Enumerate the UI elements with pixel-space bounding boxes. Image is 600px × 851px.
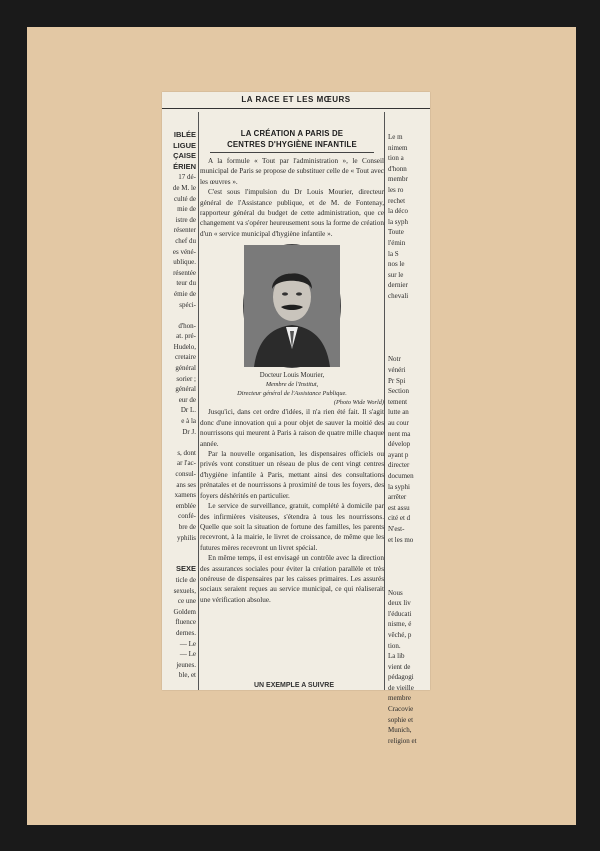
left_column-line: résenter <box>173 226 196 235</box>
left_column-line: culté de <box>174 194 196 203</box>
left_column-line: emblée <box>175 501 196 510</box>
article-column <box>200 128 384 605</box>
article-title <box>200 128 384 150</box>
newspaper-clipping <box>162 92 430 745</box>
left_column-line <box>162 543 196 554</box>
right_column-line: et les mo <box>388 535 414 544</box>
left_column-line: spéci- <box>179 300 196 309</box>
right_column-line: Toute <box>388 228 404 237</box>
right_column-line: nisme, é <box>388 620 412 629</box>
left_column-line: dernes. <box>175 628 196 637</box>
left_column-line: d'hon- <box>178 321 196 330</box>
column-divider-left <box>198 112 199 690</box>
left_column-line: LIGUE <box>173 140 196 150</box>
right_column-line: lutte an <box>388 408 409 417</box>
running-header: LA RACE ET LES MŒURS <box>241 95 351 104</box>
left_column-line: at. pré- <box>176 332 196 341</box>
right_column-line: l'éducati <box>388 609 412 618</box>
right_column-line: N'est- <box>388 524 405 533</box>
caption-credit: (Photo Wide World) <box>333 398 384 406</box>
right_column-line: membre <box>388 694 411 703</box>
right_column-line: tion. <box>388 641 401 650</box>
left_column-line: de M. le <box>172 183 196 192</box>
paragraph-1: A la formule « Tout par l'administration », le Conseil municipal de Paris se propose de substituer celle de « Tout avec les œuvres ». <box>200 157 384 186</box>
left_column-line: résentée <box>173 268 196 277</box>
right_column-line: vénéri <box>388 366 406 375</box>
title-line-1: LA CRÉATION A PARIS DE <box>240 129 344 138</box>
left_column-line: xamens <box>174 491 196 500</box>
photo-caption <box>200 372 384 407</box>
left_column-line: ar l'ac- <box>177 459 196 468</box>
right_column-line: la syphi <box>388 482 410 491</box>
right_column-line: d'honn <box>388 164 407 173</box>
right_column-line <box>388 323 432 334</box>
right_column-line: de vieille <box>388 683 414 692</box>
right_column-line: arrêter <box>388 493 407 502</box>
right_column-line: nos le <box>388 260 405 269</box>
portrait-photo <box>243 244 341 368</box>
left_column-line: mie de <box>177 205 196 214</box>
paragraph-4: Par la nouvelle organisation, les dispensaires officiels ou privés vont constituer un réseau de plus de cent vingt centres d'hygiène infantile à Paris, mettant ainsi des consultations prénatales et de nourrissons à proximité de tous les foyers, des foyers déshérités en particulier. <box>200 450 384 500</box>
right_column-line: est assu <box>388 503 410 512</box>
left_column-line: général <box>175 364 196 373</box>
right_column-line: chevali <box>388 291 409 300</box>
left_column-line: ÇAISE <box>173 151 196 161</box>
right_column-line: tement <box>388 397 408 406</box>
left_column-line <box>162 437 196 448</box>
next-article-heading: UN EXEMPLE A SUIVRE <box>254 682 334 689</box>
left_column-line: général <box>175 385 196 394</box>
paragraph-3: Jusqu'ici, dans cet ordre d'idées, il n'a rien été fait. Il s'agit donc d'une innovation qui a pour objet de sauver la moitié des nourrissons qui meurent à Paris à raison de quatre mille chaque année. <box>200 408 384 448</box>
left_column-line: ans ses <box>176 480 196 489</box>
right_column-line: Le m <box>388 133 403 141</box>
title-line-2: CENTRES D'HYGIÈNE INFANTILE <box>227 140 357 149</box>
left_column-line: es véné- <box>172 247 196 256</box>
right_column-line <box>388 333 432 344</box>
right_column-line: au cour <box>388 419 409 428</box>
left_column-line: sexuels, <box>173 586 196 595</box>
left_column-line: confé- <box>178 512 196 521</box>
right_column-line: Section <box>388 387 409 396</box>
left_column-line: s, dont <box>177 448 196 457</box>
right_column-line: Cracovie <box>388 705 414 714</box>
right_column-line: Pr Spi <box>388 376 406 385</box>
left_column-line: — Le <box>179 639 196 648</box>
right_column-line: sophie et <box>388 715 414 724</box>
right_column-line: Munich, <box>388 726 412 735</box>
right_column-line: l'émin <box>388 238 406 247</box>
title-rule <box>210 152 374 153</box>
right_column-line: deux liv <box>388 599 411 608</box>
left_column-line: eur de <box>178 395 196 404</box>
left_column-line: SEXE <box>175 564 196 574</box>
left_column-line: sorier ; <box>176 374 196 383</box>
right_column-line: la déco <box>388 207 409 216</box>
left_column-line: ublique. <box>173 258 196 267</box>
right_column-line <box>388 545 432 556</box>
right_column-line: nent ma <box>388 429 411 438</box>
left_column-line: jeunes. <box>176 660 196 669</box>
left_column-line: cretaire <box>175 353 196 362</box>
header-rule <box>162 108 430 109</box>
left_column-line <box>162 554 196 565</box>
right_column-line: documen <box>388 472 414 480</box>
right-cropped-column <box>386 132 432 746</box>
right_column-line: vient de <box>388 662 411 671</box>
caption-title: Membre de l'Institut, <box>265 381 319 389</box>
caption-name: Docteur Louis Mourier, <box>259 372 325 380</box>
left_column-line: émie de <box>174 289 196 298</box>
right_column-line: directer <box>388 461 410 470</box>
left_column-line: ticle de <box>175 575 196 584</box>
portrait-illustration <box>244 245 340 367</box>
left_column-line: Dr L. <box>180 406 196 415</box>
left_column-line: bre de <box>178 522 196 531</box>
left_column-line <box>162 310 196 321</box>
left_column-line: yphilis <box>176 533 196 542</box>
left_column-line: chef du <box>175 236 196 245</box>
paragraph-5: Le service de surveillance, gratuit, complété à domicile par des infirmières visiteuses, s'étendra à tous les nourrissons. Quelle que soit la situation de fortune des familles, les parents recevront, à la mairie, le livret de croissance, de même que les futures mères recevront un livret spécial. <box>200 502 384 552</box>
right_column-line: La lib <box>388 652 405 661</box>
right_column-line: dévelop <box>388 440 411 449</box>
right_column-line: rechet <box>388 196 406 205</box>
left_column-line: e à la <box>181 417 196 426</box>
right_column-line <box>388 302 432 313</box>
right_column-line: Notr <box>388 355 401 364</box>
right_column-line: les ro <box>388 185 404 194</box>
left-cropped-column <box>162 130 198 681</box>
paragraph-6: En même temps, il est envisagé un contrôle avec la direction des assurances sociales pour éviter la création parallèle et très onéreuse de dispensaires par les caisses primaires. Les assurés sociaux seraient reçues au service municipal, ce qui réaliserait une vérification absolue. <box>200 554 384 604</box>
left_column-line: consul- <box>175 470 196 478</box>
right_column-line: la S <box>388 249 399 258</box>
column-divider-right <box>384 112 385 690</box>
right_column-line: cité et d <box>388 514 411 523</box>
right_column-line: religion et <box>388 736 417 745</box>
left_column-line: Dr J. <box>182 427 196 436</box>
right_column-line: sur le <box>388 270 404 279</box>
left_column-line: teur du <box>176 279 196 288</box>
left_column-line: Hudelo, <box>173 342 196 351</box>
left_column-line: Goldem <box>173 607 196 616</box>
left_column-line: ÉRIEN <box>173 161 196 171</box>
right_column-line: Nous <box>388 588 403 597</box>
left_column-line: — Le <box>179 650 196 659</box>
right_column-line <box>388 566 432 577</box>
caption-position: Directeur général de l'Assistance Publique. <box>237 389 347 397</box>
left_column-line: ble, et <box>178 671 196 680</box>
left_column-line: ce une <box>177 597 196 606</box>
right_column-line: ayant p <box>388 450 409 459</box>
right_column-line: pédagogi <box>388 673 414 682</box>
right_column-line: nimem <box>388 143 408 152</box>
left_column-line: fluence <box>175 618 196 627</box>
right_column-line: vêché, p <box>388 630 412 639</box>
paragraph-2: C'est sous l'impulsion du Dr Louis Mourier, directeur général de l'Assistance publique, et de M. de Fontenay, rapporteur général du budget de cette administration, que ce changement va s'opérer heureusement sous la forme de création d'un « service municipal d'hygiène infantile ». <box>200 188 384 238</box>
right_column-line <box>388 344 432 355</box>
left_column-line: 17 dé- <box>178 173 196 182</box>
right_column-line: dernier <box>388 281 408 290</box>
left_column-line: istre de <box>175 215 196 224</box>
right_column-line <box>388 577 432 588</box>
right_column-line: membr <box>388 175 408 184</box>
right_column-line: la syph <box>388 217 409 226</box>
left_column-line: IBLÉE <box>173 130 196 139</box>
right_column-line <box>388 556 432 567</box>
right_column-line <box>388 312 432 323</box>
right_column-line: tion a <box>388 154 404 163</box>
